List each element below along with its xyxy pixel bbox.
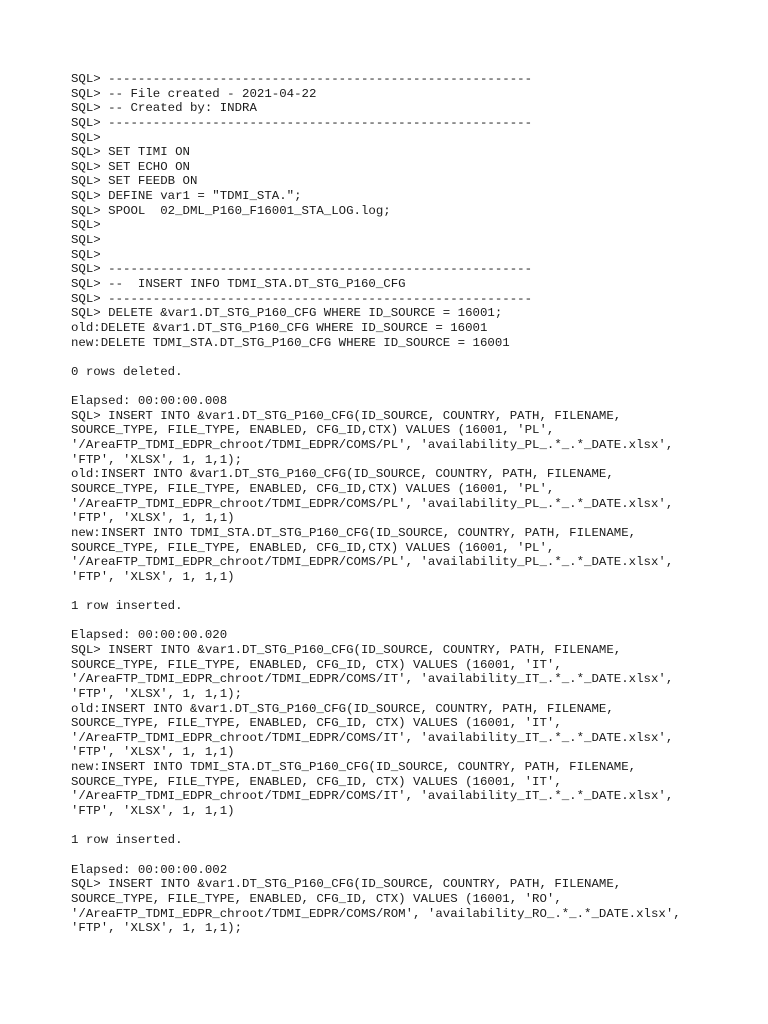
log-line: 0 rows deleted.	[71, 364, 183, 379]
log-line	[71, 350, 751, 365]
log-line: SQL> ---------------------------------------------------------	[71, 262, 533, 277]
log-line: SQL>	[71, 247, 101, 262]
log-line: '/AreaFTP_TDMI_EDPR_chroot/TDMI_EDPR/COMS/ROM', 'availability_RO_.*_.*_DATE.xlsx',	[71, 906, 681, 921]
log-line: SQL> SPOOL 02_DML_P160_F16001_STA_LOG.log;	[71, 203, 391, 218]
log-line: Elapsed: 00:00:00.002	[71, 862, 228, 877]
log-line: old:DELETE &var1.DT_STG_P160_CFG WHERE ID_SOURCE = 16001	[71, 320, 488, 335]
log-line: SQL> -- File created - 2021-04-22	[71, 86, 317, 101]
log-line: SOURCE_TYPE, FILE_TYPE, ENABLED, CFG_ID, CTX) VALUES (16001, 'IT',	[71, 716, 562, 731]
log-line: SQL> -- INSERT INFO TDMI_STA.DT_STG_P160_CFG	[71, 276, 406, 291]
log-line: SOURCE_TYPE, FILE_TYPE, ENABLED, CFG_ID, CTX) VALUES (16001, 'IT',	[71, 774, 562, 789]
log-line: '/AreaFTP_TDMI_EDPR_chroot/TDMI_EDPR/COMS/PL', 'availability_PL_.*_.*_DATE.xlsx',	[71, 555, 674, 570]
log-line: old:INSERT INTO &var1.DT_STG_P160_CFG(ID_SOURCE, COUNTRY, PATH, FILENAME,	[71, 701, 614, 716]
log-line: old:INSERT INTO &var1.DT_STG_P160_CFG(ID_SOURCE, COUNTRY, PATH, FILENAME,	[71, 467, 614, 482]
log-line: SQL> ---------------------------------------------------------	[71, 115, 533, 130]
log-line: SQL> SET FEEDB ON	[71, 174, 198, 189]
log-line: 'FTP', 'XLSX', 1, 1,1)	[71, 569, 235, 584]
log-line: '/AreaFTP_TDMI_EDPR_chroot/TDMI_EDPR/COMS/IT', 'availability_IT_.*_.*_DATE.xlsx',	[71, 730, 674, 745]
sql-log-document	[71, 72, 751, 936]
log-line: SQL> SET ECHO ON	[71, 159, 190, 174]
log-line: 1 row inserted.	[71, 833, 183, 848]
log-line: SQL> INSERT INTO &var1.DT_STG_P160_CFG(ID_SOURCE, COUNTRY, PATH, FILENAME,	[71, 642, 622, 657]
log-line: SQL> -- Created by: INDRA	[71, 101, 257, 116]
log-line: SOURCE_TYPE, FILE_TYPE, ENABLED, CFG_ID, CTX) VALUES (16001, 'RO',	[71, 891, 562, 906]
log-line: SQL> INSERT INTO &var1.DT_STG_P160_CFG(ID_SOURCE, COUNTRY, PATH, FILENAME,	[71, 877, 622, 892]
log-line: new:INSERT INTO TDMI_STA.DT_STG_P160_CFG(ID_SOURCE, COUNTRY, PATH, FILENAME,	[71, 525, 637, 540]
log-line: SQL>	[71, 218, 101, 233]
log-line: 1 row inserted.	[71, 599, 183, 614]
log-line: 'FTP', 'XLSX', 1, 1,1);	[71, 452, 243, 467]
log-line: new:DELETE TDMI_STA.DT_STG_P160_CFG WHERE ID_SOURCE = 16001	[71, 335, 510, 350]
log-line: SOURCE_TYPE, FILE_TYPE, ENABLED, CFG_ID, CTX) VALUES (16001, 'IT',	[71, 657, 562, 672]
log-line: SQL> DEFINE var1 = "TDMI_STA.";	[71, 189, 302, 204]
log-line: SOURCE_TYPE, FILE_TYPE, ENABLED, CFG_ID,CTX) VALUES (16001, 'PL',	[71, 540, 555, 555]
log-line	[71, 614, 751, 629]
log-line: '/AreaFTP_TDMI_EDPR_chroot/TDMI_EDPR/COMS/IT', 'availability_IT_.*_.*_DATE.xlsx',	[71, 672, 674, 687]
log-line: SOURCE_TYPE, FILE_TYPE, ENABLED, CFG_ID,CTX) VALUES (16001, 'PL',	[71, 423, 555, 438]
log-line	[71, 819, 751, 834]
log-line: SQL> SET TIMI ON	[71, 145, 190, 160]
log-line	[71, 584, 751, 599]
log-line: 'FTP', 'XLSX', 1, 1,1)	[71, 804, 235, 819]
log-line: 'FTP', 'XLSX', 1, 1,1)	[71, 511, 235, 526]
log-line	[71, 848, 751, 863]
log-line: 'FTP', 'XLSX', 1, 1,1);	[71, 921, 243, 936]
log-line: 'FTP', 'XLSX', 1, 1,1)	[71, 745, 235, 760]
log-line: new:INSERT INTO TDMI_STA.DT_STG_P160_CFG(ID_SOURCE, COUNTRY, PATH, FILENAME,	[71, 760, 637, 775]
log-line: '/AreaFTP_TDMI_EDPR_chroot/TDMI_EDPR/COMS/PL', 'availability_PL_.*_.*_DATE.xlsx',	[71, 496, 674, 511]
log-line: SQL>	[71, 130, 101, 145]
log-line	[71, 379, 751, 394]
log-line: Elapsed: 00:00:00.008	[71, 394, 228, 409]
log-line: SQL> DELETE &var1.DT_STG_P160_CFG WHERE ID_SOURCE = 16001;	[71, 306, 503, 321]
log-line: SQL> ---------------------------------------------------------	[71, 291, 533, 306]
log-line: SQL> ---------------------------------------------------------	[71, 72, 533, 86]
log-line: SOURCE_TYPE, FILE_TYPE, ENABLED, CFG_ID,CTX) VALUES (16001, 'PL',	[71, 481, 555, 496]
log-line: '/AreaFTP_TDMI_EDPR_chroot/TDMI_EDPR/COMS/PL', 'availability_PL_.*_.*_DATE.xlsx',	[71, 438, 674, 453]
log-line: 'FTP', 'XLSX', 1, 1,1);	[71, 686, 243, 701]
log-line: SQL>	[71, 233, 101, 248]
log-line: Elapsed: 00:00:00.020	[71, 628, 228, 643]
log-line: SQL> INSERT INTO &var1.DT_STG_P160_CFG(ID_SOURCE, COUNTRY, PATH, FILENAME,	[71, 408, 622, 423]
log-line: '/AreaFTP_TDMI_EDPR_chroot/TDMI_EDPR/COMS/IT', 'availability_IT_.*_.*_DATE.xlsx',	[71, 789, 674, 804]
